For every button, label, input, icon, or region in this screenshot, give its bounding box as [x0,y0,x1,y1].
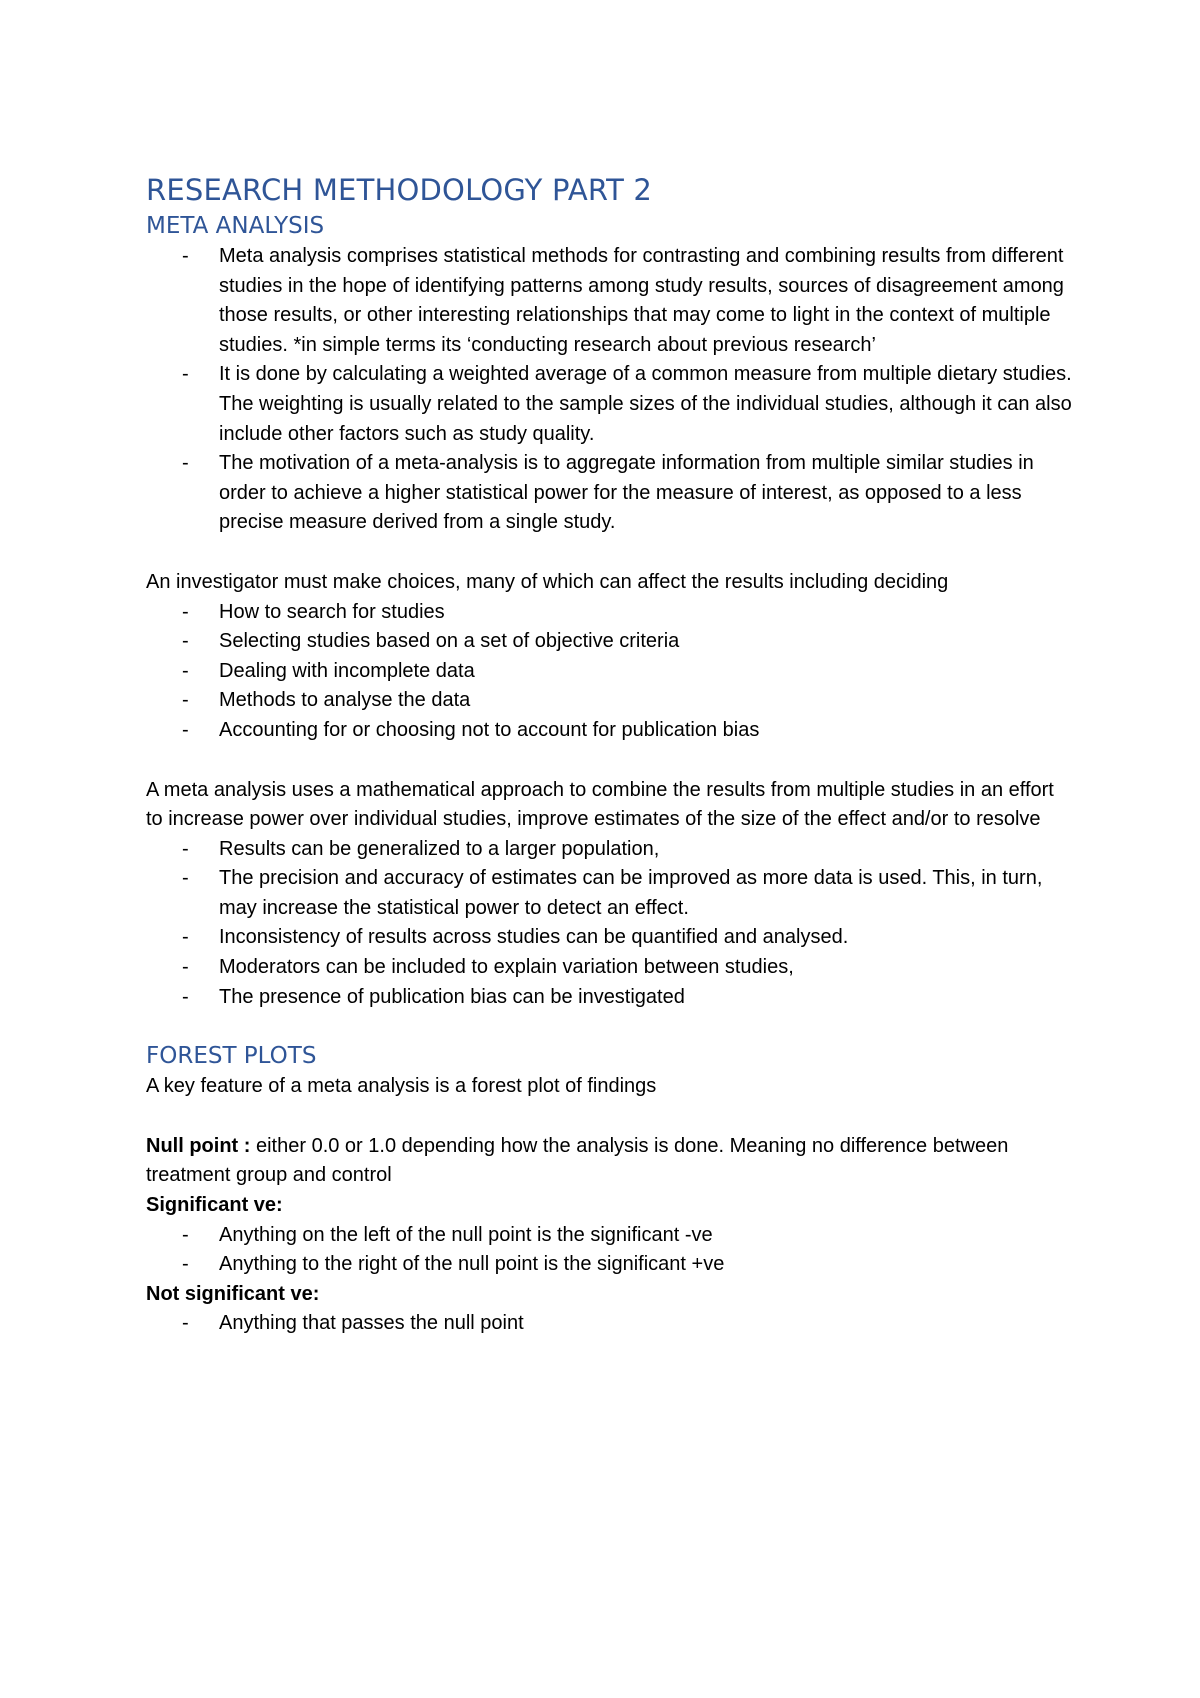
spacer [146,1102,1076,1132]
list-item: - Methods to analyse the data [219,686,1076,716]
document-title: RESEARCH METHODOLOGY PART 2 [146,173,653,207]
forest-plots-intro: A key feature of a meta analysis is a forest plot of findings [146,1075,657,1098]
investigator-intro: An investigator must make choices, many of which can affect the results including deciding [146,570,949,593]
meta-analysis-list [146,242,1076,538]
null-point-label: Null point : [146,1134,251,1157]
list-item: - Anything on the left of the null point is the significant -ve [219,1221,1076,1251]
investigator-list [146,598,1076,746]
significant-label: Significant ve: [146,1194,283,1217]
list-item: - How to search for studies [219,598,1076,628]
forest-plots-heading: FOREST PLOTS [146,1043,317,1070]
null-point-text: either 0.0 or 1.0 depending how the analysis is done. Meaning no difference between treatment group and control [146,1134,1009,1187]
null-point-definition [146,1132,1076,1191]
document-page [146,170,1076,1339]
list-item: - Anything that passes the null point [219,1309,1076,1339]
list-item: - The presence of publication bias can be investigated [219,983,1076,1013]
spacer [146,746,1076,776]
list-item: - Accounting for or choosing not to account for publication bias [219,716,1076,746]
list-item: - Results can be generalized to a larger population, [219,835,1076,865]
list-item: - Selecting studies based on a set of objective criteria [219,627,1076,657]
list-item: - The motivation of a meta-analysis is to aggregate information from multiple similar studies in order to achieve a higher statistical power for the measure of interest, as opposed to a less precise measure derived from a single study. [219,449,1076,538]
significant-list [146,1221,1076,1280]
math-approach-intro: A meta analysis uses a mathematical approach to combine the results from multiple studies in an effort to increase power over individual studies, improve estimates of the size of the effect and/or to resolve [146,778,1054,831]
list-item: - Inconsistency of results across studies can be quantified and analysed. [219,923,1076,953]
list-item: - Anything to the right of the null point is the significant +ve [219,1250,1076,1280]
not-significant-list [146,1309,1076,1339]
not-significant-label: Not significant ve: [146,1282,320,1305]
list-item: - Dealing with incomplete data [219,657,1076,687]
list-item: - The precision and accuracy of estimates can be improved as more data is used. This, in turn, may increase the statistical power to detect an effect. [219,864,1076,923]
list-item: - It is done by calculating a weighted average of a common measure from multiple dietary studies. The weighting is usually related to the sample sizes of the individual studies, although it can also include other factors such as study quality. [219,360,1076,449]
spacer [146,538,1076,568]
spacer [146,1012,1076,1040]
list-item: - Moderators can be included to explain variation between studies, [219,953,1076,983]
meta-analysis-heading: META ANALYSIS [146,213,325,239]
list-item: - Meta analysis comprises statistical methods for contrasting and combining results from different studies in the hope of identifying patterns among study results, sources of disagreement among those results, or other interesting relationships that may come to light in the context of multiple studies. *in simple terms its ‘conducting research about previous research’ [219,242,1076,360]
math-approach-list [146,835,1076,1013]
